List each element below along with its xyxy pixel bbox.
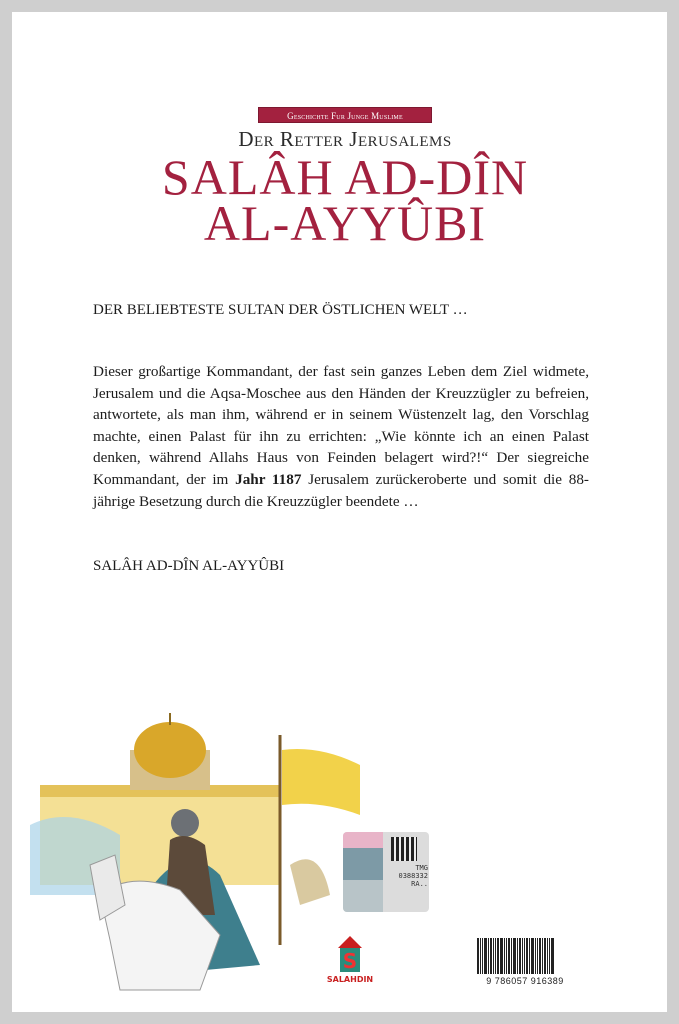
- publisher-name: SALAHDIN: [326, 975, 374, 984]
- barcode-bar: [480, 938, 481, 974]
- barcode-bar: [547, 938, 548, 974]
- sticker-line2: 0388332: [398, 872, 428, 880]
- barcode-bar: [506, 938, 507, 974]
- blurb-part1: Dieser großartige Kommandant, der fast sein ganzes Leben dem Ziel widmete, Jerusalem und die Aqsa-Moschee aus den Händen der Kreuzzügler zu befreien, antwortete, als man ihm, während er in seinem Wüstenzelt lag, den Vorschlag machte, einen Palast für ihn zu errichten: „Wie könnte ich an einen Palast denken, während Allahs Haus von Feinden belagert wird?!“ Der siegreiche Kommandant, der im: [93, 363, 589, 488]
- barcode-bar: [495, 938, 496, 974]
- barcode-bar: [544, 938, 546, 974]
- barcode-bar: [524, 938, 525, 974]
- blurb-signature: SALÂH AD-DÎN AL-AYYÛBI: [93, 558, 285, 574]
- barcode-bar: [482, 938, 483, 974]
- barcode-bar: [529, 938, 530, 974]
- barcode-bar: [484, 938, 487, 974]
- barcode-bar: [488, 938, 489, 974]
- barcode-bar: [508, 938, 510, 974]
- barcode-bar: [490, 938, 492, 974]
- isbn-barcode: [477, 938, 570, 974]
- blurb-heading: DER BELIEBTESTE SULTAN DER ÖSTLICHEN WELT …: [93, 302, 468, 318]
- svg-text:S: S: [342, 949, 358, 973]
- barcode-bar: [535, 938, 536, 974]
- datamatrix-code: [391, 837, 417, 861]
- blurb-bold: Jahr 1187: [235, 470, 302, 488]
- sticker-line1: TMG: [415, 864, 428, 872]
- book-title-line1: SALÂH AD-DÎN: [161, 149, 529, 205]
- barcode-bar: [497, 938, 499, 974]
- barcode-bar: [531, 938, 534, 974]
- sticker-code: [384, 864, 428, 888]
- barcode-bar: [477, 938, 479, 974]
- barcode-bar: [551, 938, 554, 974]
- barcode-bar: [542, 938, 543, 974]
- barcode-bar: [549, 938, 550, 974]
- hologram: [343, 832, 383, 912]
- series-badge: Geschichte Fur Junge Muslime: [258, 107, 432, 123]
- barcode-bar: [511, 938, 512, 974]
- barcode-bar: [504, 938, 505, 974]
- barcode-bar: [526, 938, 528, 974]
- blurb-part2: Jerusalem zurückeroberte und somit die 88-jährige Besetzung durch die Kreuzzügler beendete …: [93, 470, 589, 510]
- barcode-bar: [519, 938, 521, 974]
- barcode-bar: [537, 938, 538, 974]
- book-subtitle: Der Retter Jerusalems: [238, 127, 452, 151]
- barcode-bar: [517, 938, 518, 974]
- barcode-bar: [539, 938, 541, 974]
- barcode-bar: [500, 938, 503, 974]
- barcode-bar: [513, 938, 516, 974]
- barcode-bar: [522, 938, 523, 974]
- security-sticker: [343, 832, 429, 912]
- barcode-bar: [493, 938, 494, 974]
- isbn-number: 9 786057 916389: [486, 976, 564, 986]
- book-title-line2: AL-AYYÛBI: [203, 195, 487, 251]
- sticker-line3: RA..: [411, 880, 428, 888]
- blurb-text: [93, 361, 589, 512]
